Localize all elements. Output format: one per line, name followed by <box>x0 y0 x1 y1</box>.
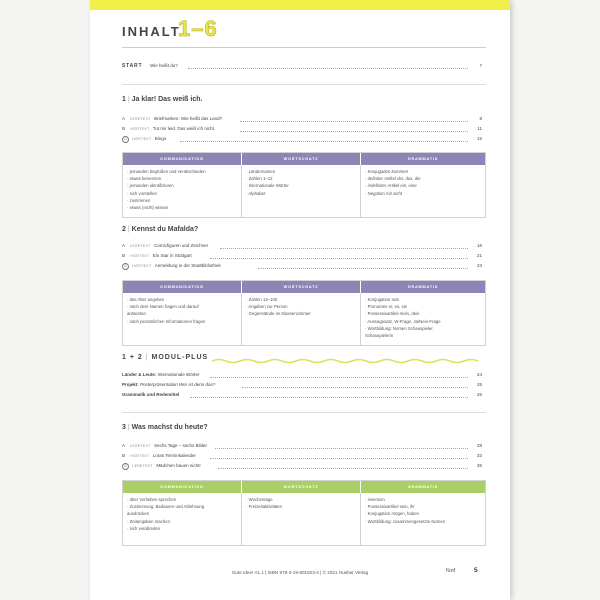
kommunikation-list: · das Alter angeben · nach dem Namen fragen und darauf antworten · nach persönlichen Informationen fragen <box>127 297 206 324</box>
header-grammatik: GRAMMATIK <box>361 481 485 493</box>
header-kommunikation: KOMMUNIKATION <box>123 153 241 165</box>
toc-row[interactable]: Projekt: Posterpräsentation Wer ist denn das? <box>122 382 216 387</box>
grammatik-list: · Konjugation kommen · definiter Artikel der, das, die · indefiniter Artikel ein, eine · Negation mit nicht <box>365 169 421 196</box>
wortschatz-list: · Wochentage · Freizeitaktivitäten <box>246 497 283 510</box>
top-yellow-bar <box>90 0 510 10</box>
modul-plus-heading[interactable]: 1 + 2 | MODUL-PLUS <box>122 354 209 361</box>
header-grammatik: GRAMMATIK <box>361 153 485 165</box>
toc-row[interactable]: C LESETEXT Mädchen bauen nicht! <box>122 463 201 470</box>
page-number: 35 <box>476 463 482 468</box>
start-page: 7 <box>479 63 482 68</box>
title-range: 1–6 <box>178 16 218 41</box>
kommunikation-list: · über Vorlieben sprechen · Zustimmung, Bedauern und Ablehnung ausdrücken · Zeitangaben machen · sich verabreden <box>127 497 205 531</box>
page-word: fünf <box>446 568 456 574</box>
page-number: 15 <box>476 136 482 141</box>
chapter-3-table <box>122 480 486 546</box>
start-label: START <box>122 63 143 69</box>
document-page <box>90 0 510 600</box>
start-link[interactable]: Wie heißt du? <box>150 63 178 68</box>
page-number: 16 <box>476 243 482 248</box>
page-number: 25 <box>476 382 482 387</box>
wortschatz-list: · Ländernamen · Zahlen 1–12 · Internationale Wörter · Alphabet <box>246 169 289 196</box>
modul-wave-divider <box>212 358 486 364</box>
page-number: 26 <box>476 392 482 397</box>
title-rule <box>122 47 486 48</box>
footer-imprint: Gute Idee! A1.1 | ISBN 978-3-19-501823-4 | © 2021 Hueber Verlag <box>231 570 369 575</box>
page-number: 21 <box>476 253 482 258</box>
toc-row[interactable]: A LESETEXT Sechs Tage – sechs Bilder <box>122 443 208 448</box>
kommunikation-list: · jemanden begrüßen und verabschieden · etwas benennen · jemanden identifizieren · sich vorstellen · zustimmen · etwas (nicht) wissen <box>127 169 206 211</box>
toc-row[interactable]: B HÖRTEXT Loras Terminkalender <box>122 453 196 458</box>
grammatik-list: · inversion · Possessivartikel sein, ihr · Konjugation mögen, haben · Wortbildung: zusammengesetzte Nomen <box>365 497 446 524</box>
toc-row[interactable]: Länder & Leute: Internationale Wörter <box>122 372 200 377</box>
toc-row[interactable]: B HÖRTEXT Ein Star in Stuttgart <box>122 253 192 258</box>
toc-row[interactable]: A LESETEXT Briefmarken: Wie heißt das Land? <box>122 116 223 121</box>
header-grammatik: GRAMMATIK <box>361 281 485 293</box>
page-title: INHALT <box>122 24 181 39</box>
header-kommunikation: KOMMUNIKATION <box>123 281 241 293</box>
page-number: 33 <box>476 453 482 458</box>
toc-row[interactable]: B HÖRTEXT Tut mir leid. Das weiß ich nicht. <box>122 126 216 131</box>
chapter-1-table <box>122 152 486 218</box>
page-number: 28 <box>476 443 482 448</box>
chapter-1-heading[interactable]: 1 | Ja klar! Das weiß ich. <box>122 96 203 103</box>
header-wortschatz: WORTSCHATZ <box>242 481 360 493</box>
header-wortschatz: WORTSCHATZ <box>242 281 360 293</box>
page-number-footer: 5 <box>474 567 478 574</box>
wortschatz-list: · Zahlen 13–100 · Angaben zur Person · Gegenstände im Klassenzimmer <box>246 297 311 317</box>
chapter-2-heading[interactable]: 2 | Kennst du Mafalda? <box>122 226 199 233</box>
page-number: 11 <box>477 126 482 131</box>
header-kommunikation: KOMMUNIKATION <box>123 481 241 493</box>
header-wortschatz: WORTSCHATZ <box>242 153 360 165</box>
page-number: 24 <box>476 372 482 377</box>
toc-row[interactable]: C HÖRTEXT Bingo <box>122 136 166 143</box>
chapter-2-table <box>122 280 486 346</box>
toc-row[interactable]: Grammatik und Redemittel <box>122 392 180 397</box>
toc-row[interactable]: A LESETEXT Comicfiguren und Zeichner <box>122 243 209 248</box>
grammatik-list: · Konjugation sein · Pronomen er, es, sie · Possessivartikel mein, dein · Aussagesatz, W-Frage, Ja/Nein-Frage · Wortbildung: Nomen Schauspieler, Schauspielerin <box>365 297 441 339</box>
chapter-3-heading[interactable]: 3 | Was machst du heute? <box>122 424 208 431</box>
page-number: 23 <box>476 263 482 268</box>
page-number: 8 <box>479 116 482 121</box>
toc-row[interactable]: C HÖRTEXT Anmeldung in der Stadtbibliothek <box>122 263 221 270</box>
